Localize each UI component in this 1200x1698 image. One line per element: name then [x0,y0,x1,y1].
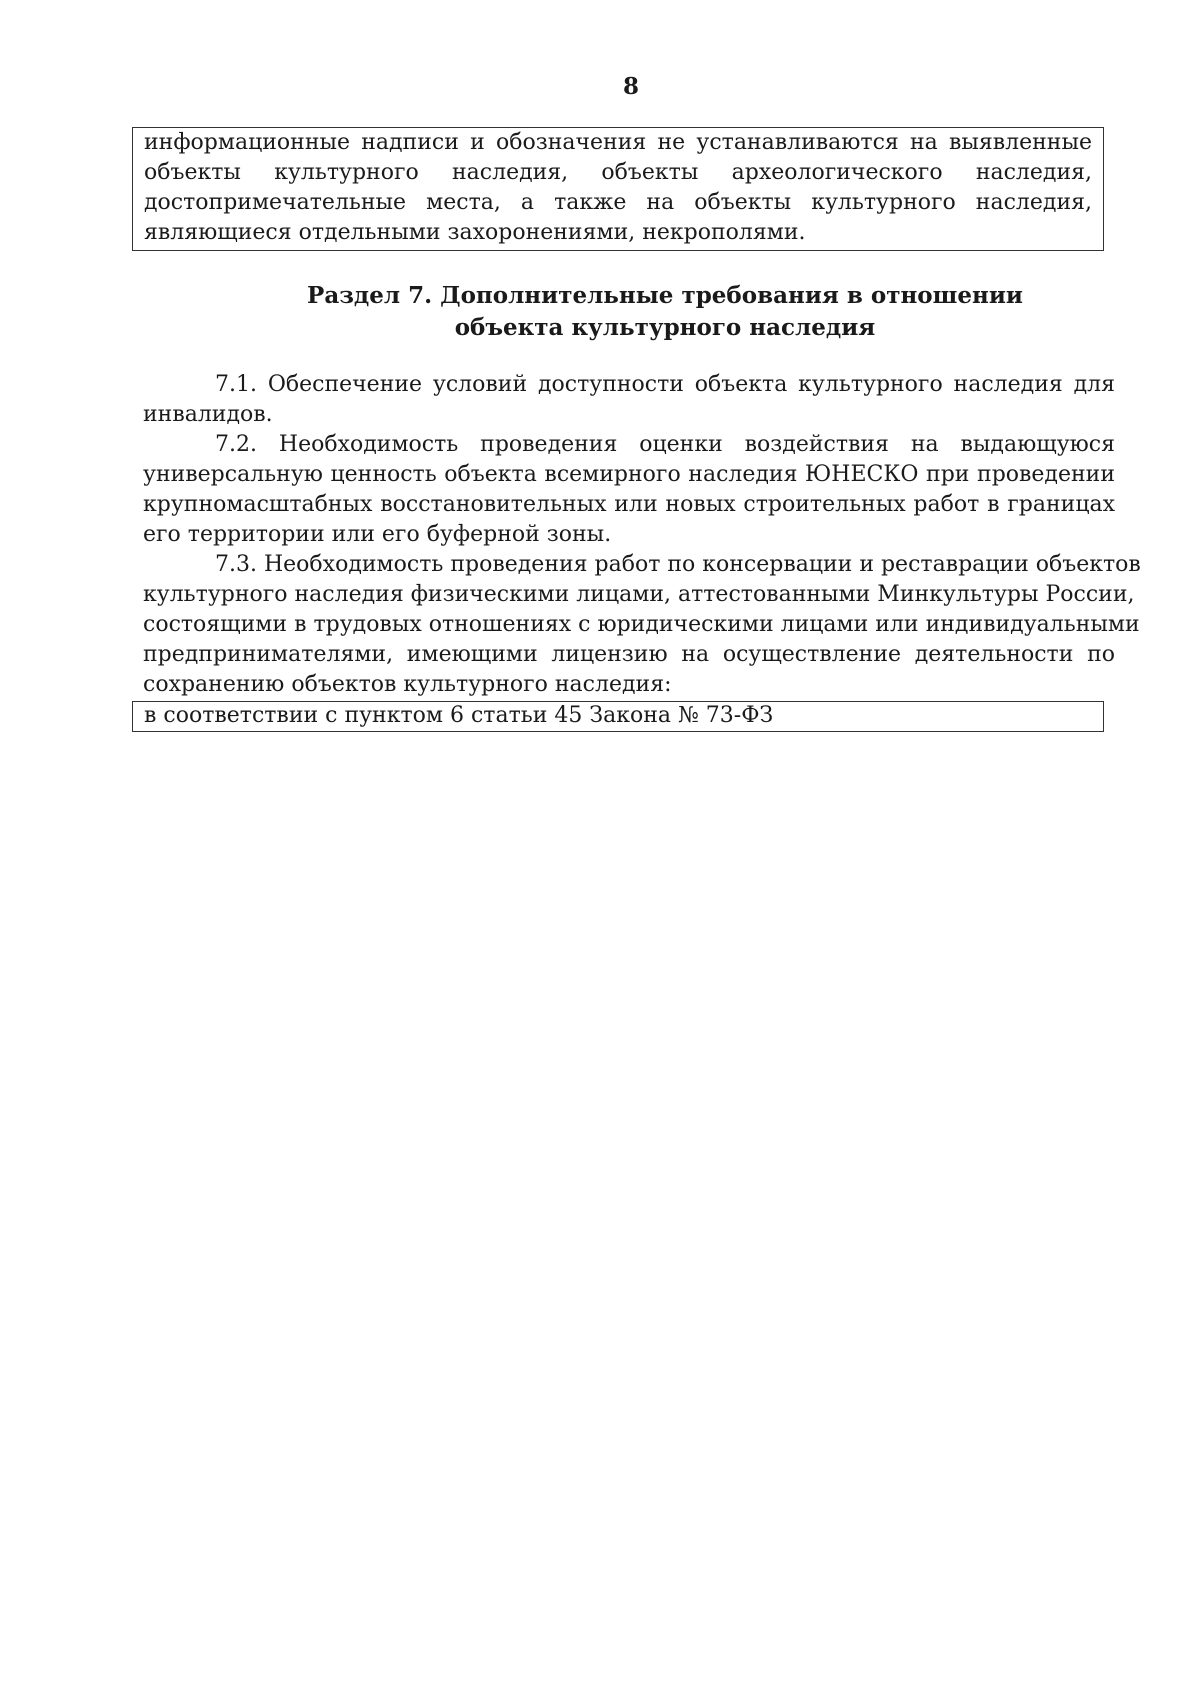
info-signs-box [132,127,1104,251]
law-reference-text: в соответствии с пунктом 6 статьи 45 Закона № 73-ФЗ [144,703,774,728]
info-signs-line: объекты культурного наследия, объекты археологического наследия, [144,160,1092,185]
section-title [300,280,1030,344]
paragraph-7-2-line: 7.2. Необходимость проведения оценки воздействия на выдающуюся [215,432,1115,457]
page-number: 8 [622,73,639,100]
paragraph-7-2-line: его территории или его буферной зоны. [143,522,612,547]
info-signs-line: информационные надписи и обозначения не устанавливаются на выявленные [144,130,1092,155]
paragraph-7-3-line: предпринимателями, имеющими лицензию на осуществление деятельности по [143,642,1115,667]
paragraph-7-2-line: крупномасштабных восстановительных или новых строительных работ в границах [143,492,1115,517]
paragraph-7-3-line: сохранению объектов культурного наследия: [143,672,672,697]
law-reference-box [132,701,1104,732]
info-signs-line: являющиеся отдельными захоронениями, некрополями. [144,220,806,245]
section-body [143,370,1141,700]
section-title-line: Раздел 7. Дополнительные требования в отношении [307,282,1023,309]
paragraph-7-1-line: инвалидов. [143,402,273,427]
section-title-line: объекта культурного наследия [454,314,876,341]
paragraph-7-3-line: состоящими в трудовых отношениях с юридическими лицами или индивидуальными [143,612,1140,637]
paragraph-7-3-line: 7.3. Необходимость проведения работ по консервации и реставрации объектов [215,552,1141,577]
info-signs-line: достопримечательные места, а также на объекты культурного наследия, [144,190,1092,215]
paragraph-7-1-line: 7.1. Обеспечение условий доступности объекта культурного наследия для [215,372,1115,397]
paragraph-7-3-line: культурного наследия физическими лицами, аттестованными Минкультуры России, [143,582,1135,607]
paragraph-7-2-line: универсальную ценность объекта всемирного наследия ЮНЕСКО при проведении [143,462,1115,487]
